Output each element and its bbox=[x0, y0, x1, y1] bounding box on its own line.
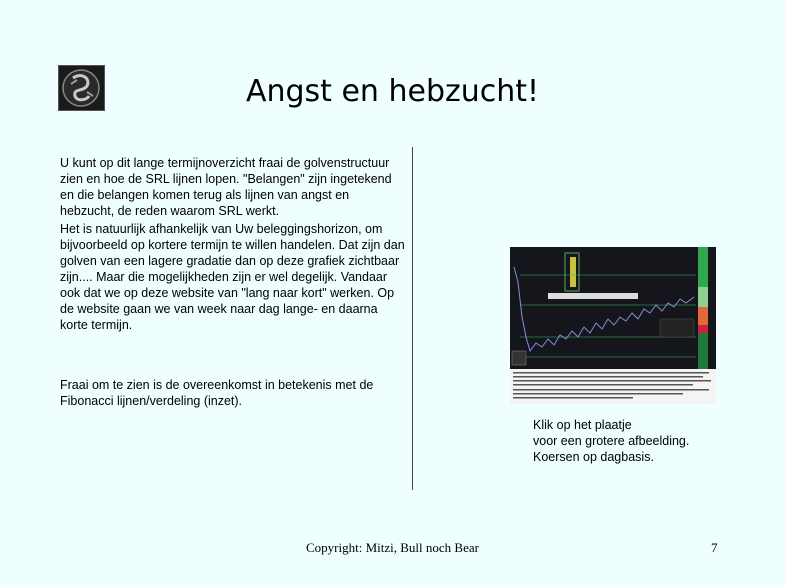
caption-line-1: Klik op het plaatje bbox=[533, 418, 632, 432]
chart-thumbnail-link[interactable] bbox=[510, 247, 716, 404]
paragraph-3: Fraai om te zien is de overeenkomst in betekenis met de Fibonacci lijnen/verdeling (inzet). bbox=[60, 378, 374, 408]
paragraph-1: U kunt op dit lange termijnoverzicht fraai de golvenstructuur zien en hoe de SRL lijnen lopen. "Belangen" zijn ingetekend en die belangen komen terug als lijnen van angst en hebzucht, de reden waarom SRL werkt. bbox=[60, 156, 392, 218]
body-text bbox=[60, 155, 405, 411]
image-caption bbox=[533, 417, 733, 465]
caption-line-3: Koersen op dagbasis. bbox=[533, 450, 654, 464]
page-title: Angst en hebzucht! bbox=[245, 74, 540, 109]
chart-thumbnail-icon bbox=[510, 247, 716, 404]
paragraph-2: Het is natuurlijk afhankelijk van Uw beleggingshorizon, om bijvoorbeeld op kortere termijn te willen handelen. Dat zijn dan golven van een lagere gradatie dan op deze grafiek zichtbaar zijn.... Maar die mogelijkheden zijn er wel degelijk. Vandaar ook dat we op deze website van "lang naar kort" werken. Op de website gaan we van week naar dag lange- en daarna korte termijn. bbox=[60, 222, 405, 332]
caption-line-2: voor een grotere afbeelding. bbox=[533, 434, 690, 448]
copyright-footer: Copyright: Mitzi, Bull noch Bear bbox=[306, 540, 479, 555]
page-number: 7 bbox=[711, 540, 718, 555]
vertical-divider bbox=[412, 147, 413, 490]
